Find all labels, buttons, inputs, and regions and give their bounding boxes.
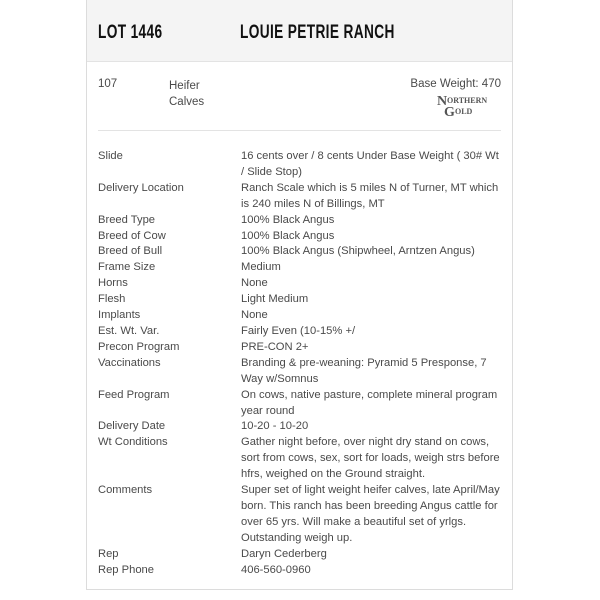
- lot-header: [87, 0, 512, 62]
- lot-summary: [98, 62, 501, 131]
- detail-row: [98, 149, 503, 181]
- detail-row: [98, 419, 503, 435]
- detail-label: Breed of Cow: [98, 229, 166, 242]
- lot-details: [98, 149, 503, 578]
- detail-label: Precon Program: [98, 340, 180, 353]
- detail-row: [98, 547, 503, 563]
- cattle-type: [169, 78, 219, 110]
- logo-letter-n: N: [437, 94, 448, 109]
- detail-value: Medium: [241, 261, 281, 274]
- detail-row: [98, 308, 503, 324]
- detail-row: [98, 244, 503, 260]
- logo-text-top: ORTHERN: [447, 96, 488, 105]
- logo-text-bottom: OLD: [455, 107, 473, 116]
- detail-value: On cows, native pasture, complete mineral program year round: [241, 388, 498, 417]
- detail-value: Fairly Even (10-15% +/: [241, 324, 356, 337]
- lot-card: [86, 0, 513, 590]
- detail-label: Horns: [98, 277, 128, 290]
- detail-label: Slide: [98, 150, 123, 162]
- detail-label: Breed Type: [98, 213, 156, 226]
- detail-row: [98, 483, 503, 547]
- detail-value: None: [241, 309, 268, 322]
- detail-label: Frame Size: [98, 261, 156, 274]
- detail-row: [98, 292, 503, 308]
- detail-row: [98, 276, 503, 292]
- detail-row: [98, 181, 503, 213]
- detail-label: Vaccinations: [98, 356, 161, 369]
- ranch-name: LOUIE PETRIE RANCH: [240, 22, 395, 43]
- detail-label: Delivery Location: [98, 181, 184, 194]
- detail-row: [98, 229, 503, 245]
- cattle-type-line2: Calves: [169, 96, 205, 108]
- detail-label: Wt Conditions: [98, 436, 168, 449]
- detail-value: 100% Black Angus (Shipwheel, Arntzen Angus): [241, 245, 475, 258]
- northern-gold-logo: [437, 93, 501, 117]
- detail-value: 406-560-0960: [241, 563, 311, 576]
- logo-letter-g: G: [444, 105, 455, 117]
- detail-row: [98, 324, 503, 340]
- detail-label: Delivery Date: [98, 420, 166, 433]
- detail-value: 100% Black Angus: [241, 213, 335, 226]
- detail-row: [98, 356, 503, 388]
- detail-value: None: [241, 277, 268, 290]
- detail-label: Rep Phone: [98, 563, 154, 576]
- detail-value: 16 cents over / 8 cents Under Base Weight ( 30# Wt / Slide Stop): [241, 150, 499, 178]
- detail-value: Super set of light weight heifer calves, late April/May born. This ranch has been breeding Angus cattle for over 65 yrs. Will make a beautiful set of yrlgs. Outstanding weigh up.: [241, 484, 500, 544]
- detail-value: Light Medium: [241, 293, 309, 306]
- head-count: 107: [98, 78, 118, 90]
- detail-row: [98, 563, 503, 579]
- base-weight: Base Weight: 470: [410, 78, 501, 90]
- detail-label: Flesh: [98, 293, 126, 306]
- detail-value: Daryn Cederberg: [241, 547, 327, 560]
- detail-label: Est. Wt. Var.: [98, 324, 160, 337]
- detail-value: PRE-CON 2+: [241, 340, 309, 353]
- detail-row: [98, 260, 503, 276]
- detail-row: [98, 340, 503, 356]
- detail-label: Rep: [98, 547, 119, 560]
- lot-number: LOT 1446: [98, 22, 163, 43]
- detail-value: Gather night before, over night dry stand on cows, sort from cows, sex, sort for loads, weigh strs before hfrs, weighed on the Ground straight.: [241, 436, 500, 481]
- detail-value: 100% Black Angus: [241, 229, 335, 242]
- cattle-type-line1: Heifer: [169, 80, 200, 92]
- detail-row: [98, 213, 503, 229]
- detail-value: Branding & pre-weaning: Pyramid 5 Presponse, 7 Way w/Somnus: [241, 356, 487, 385]
- detail-value: 10-20 - 10-20: [241, 420, 309, 433]
- detail-value: Ranch Scale which is 5 miles N of Turner, MT which is 240 miles N of Billings, MT: [241, 181, 499, 210]
- detail-row: [98, 388, 503, 420]
- detail-label: Implants: [98, 309, 141, 322]
- detail-label: Breed of Bull: [98, 245, 163, 258]
- detail-row: [98, 435, 503, 483]
- detail-label: Feed Program: [98, 388, 170, 401]
- detail-label: Comments: [98, 484, 153, 497]
